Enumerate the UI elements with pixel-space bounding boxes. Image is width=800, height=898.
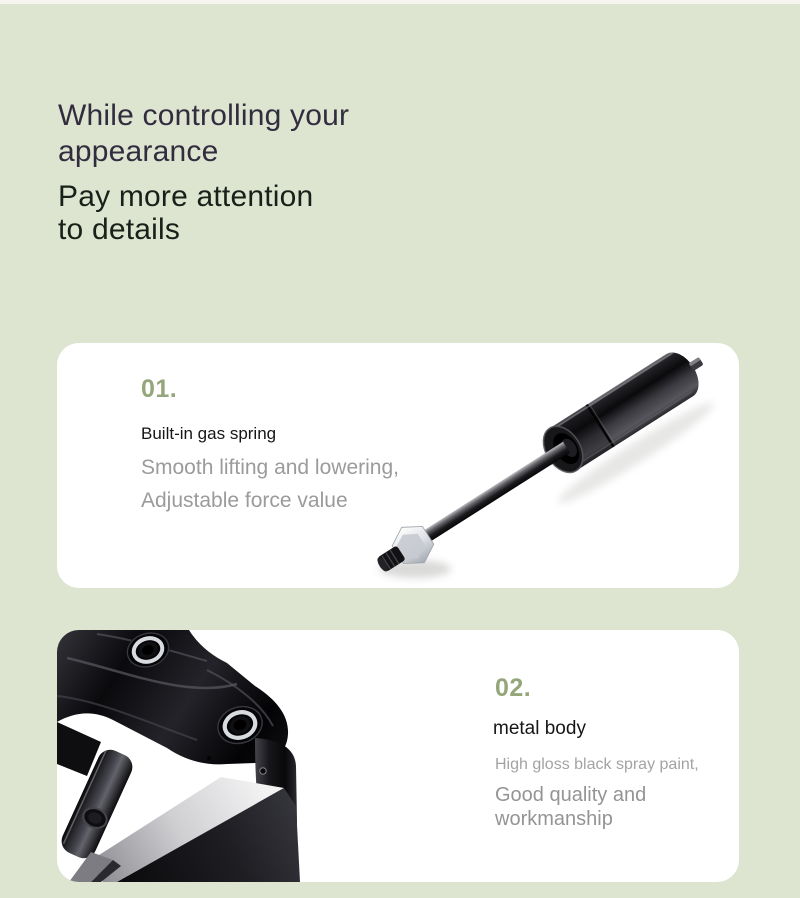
hero-section xyxy=(58,98,349,246)
gas-spring-photo xyxy=(369,343,739,588)
hero-heading xyxy=(58,98,349,170)
feature-card-metal-body xyxy=(57,630,739,882)
feature-description: Good quality and workmanship xyxy=(495,784,647,830)
hero-subheading-line2: to details xyxy=(58,213,181,246)
feature-description: Adjustable force value xyxy=(141,489,348,512)
hero-subheading-line1: Pay more attention xyxy=(58,180,314,213)
feature-number: 01. xyxy=(141,375,178,403)
metal-bracket-photo xyxy=(57,630,307,882)
feature-description: Smooth lifting and lowering, xyxy=(141,456,399,479)
feature-title: metal body xyxy=(493,718,586,739)
feature-title: Built-in gas spring xyxy=(141,424,277,443)
feature-number: 02. xyxy=(495,674,532,702)
feature-card-gas-spring xyxy=(57,343,739,588)
hero-heading-line2: appearance xyxy=(58,135,219,168)
hero-heading-line1: While controlling your xyxy=(58,99,350,132)
top-strip xyxy=(0,0,800,4)
feature-description: High gloss black spray paint, xyxy=(495,756,699,773)
hero-subheading xyxy=(58,180,349,246)
